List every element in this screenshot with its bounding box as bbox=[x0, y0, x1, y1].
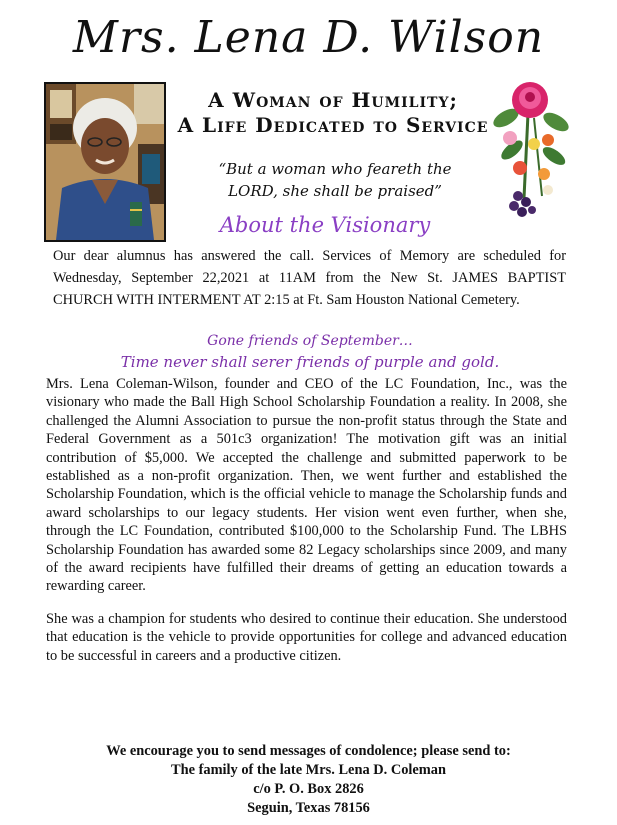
gone-friends-line-1: Gone friends of September… bbox=[207, 333, 413, 349]
footer-line-3: c/o P. O. Box 2826 bbox=[253, 781, 364, 797]
quote-line-1: “But a woman who feareth the bbox=[218, 160, 452, 178]
gone-friends-verse bbox=[120, 331, 500, 373]
biography-body bbox=[46, 375, 567, 679]
portrait-illustration bbox=[46, 84, 164, 240]
section-heading: About the Visionary bbox=[219, 213, 431, 237]
service-announcement: Our dear alumnus has answered the call. Services of Memory are scheduled for Wednesday, September 22,2021 at 11AM from the New St. JAMES BAPTIST CHURCH WITH INTERMENT AT 2:15 at Ft. Sam Houston National Cemetery. bbox=[53, 248, 566, 308]
footer-line-2: The family of the late Mrs. Lena D. Coleman bbox=[171, 762, 446, 778]
scripture-quote bbox=[190, 158, 480, 202]
portrait-photo bbox=[44, 82, 166, 242]
quote-line-2: LORD, she shall be praised” bbox=[228, 182, 442, 200]
rose-bouquet-icon bbox=[490, 78, 574, 228]
biography-paragraph: She was a champion for students who desired to continue their education. She understood that education is the vehicle to provide opportunities for college and advanced education to be successful in careers and a productive citizen. bbox=[46, 610, 567, 664]
page-title: Mrs. Lena D. Wilson bbox=[72, 12, 545, 63]
condolence-address bbox=[0, 742, 617, 818]
biography-paragraph: Mrs. Lena Coleman-Wilson, founder and CEO of the LC Foundation, Inc., was the visionary who made the Ball High School Scholarship Foundation a reality. In 2008, she challenged the Alumni Association to pursue the non-profit status through the State and Federal Government as a 501c3 organization! The motivation gift was an initial contribution of $5,000. We accepted the challenge and submitted paperwork to be established as a non-profit organization. Then, we went further and established the Scholarship Foundation, which is the official vehicle to manage the Scholarship funds and award scholarships to our legacy students. Her vision went even further, when she, through the LC Foundation, contributed $100,000 to the Scholarship Fund. The LBHS Scholarship Foundation has awarded some 82 Legacy scholarships since 2009, and many of the award recipients have fulfilled their dreams of getting an education towards a rewarding career. bbox=[46, 376, 567, 595]
gone-friends-line-2: Time never shall serer friends of purple and gold. bbox=[120, 353, 500, 371]
subtitle-line-2: A Life Dedicated to Service bbox=[177, 113, 489, 137]
footer-line-1: We encourage you to send messages of condolence; please send to: bbox=[106, 743, 511, 759]
subtitle bbox=[168, 88, 498, 138]
subtitle-line-1: A Woman of Humility; bbox=[208, 88, 458, 112]
footer-line-4: Seguin, Texas 78156 bbox=[247, 800, 370, 816]
